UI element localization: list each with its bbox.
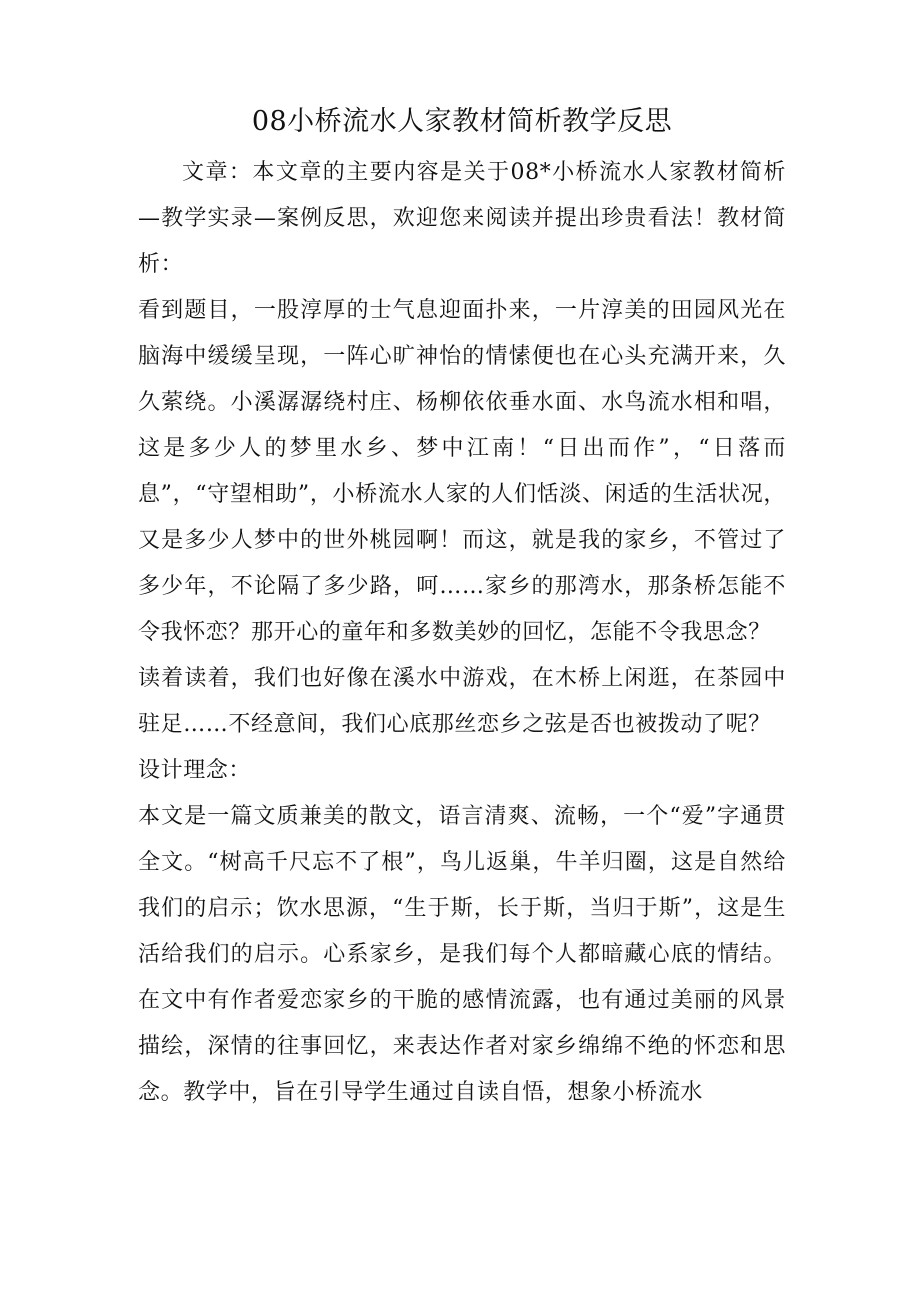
document-title: 08小桥流水人家教材简析教学反思 — [251, 106, 673, 137]
body-paragraph-1: 看到题目，一股淳厚的士气息迎面扑来，一片淳美的田园风光在脑海中缓缓呈现，一阵心旷神怡的情愫便也在心头充满开来，久久萦绕。小溪潺潺绕村庄、杨柳依依垂水面、水鸟流水相和唱，这是多少人的梦里水乡、梦中江南！“日出而作”，“日落而息”，“守望相助”，小桥流水人家的人们恬淡、闲适的生活状况，又是多少人梦中的世外桃园啊！而这，就是我的家乡，不管过了多少年，不论隔了多少路，呵……家乡的那湾水，那条桥怎能不令我怀恋？那开心的童年和多数美妙的回忆，怎能不令我思念？ — [138, 298, 786, 645]
body-paragraph-3: 本文是一篇文质兼美的散文，语言清爽、流畅，一个“爱”字通贯全文。“树高千尺忘不了根”，鸟儿返巢，牛羊归圈，这是自然给我们的启示；饮水思源，“生于斯，长于斯，当归于斯”，这是生活给我们的启示。心系家乡，是我们每个人都暗藏心底的情结。在文中有作者爱恋家乡的干脆的感情流露，也有通过美丽的风景描绘，深情的往事回忆，来表达作者对家乡绵绵不绝的怀恋和思念。教学中，旨在引导学生通过自读自悟，想象小桥流水 — [138, 804, 786, 1105]
body-paragraph-2: 读着读着，我们也好像在溪水中游戏，在木桥上闲逛，在茶园中驻足……不经意间，我们心底那丝恋乡之弦是否也被拨动了呢？ — [138, 666, 786, 737]
document-page — [138, 100, 786, 1116]
section-heading-design: 设计理念： — [138, 758, 252, 783]
intro-paragraph: 文章：本文章的主要内容是关于08*小桥流水人家教材简析—教学实录—案例反思，欢迎您来阅读并提出珍贵看法！教材简析： — [138, 160, 786, 277]
